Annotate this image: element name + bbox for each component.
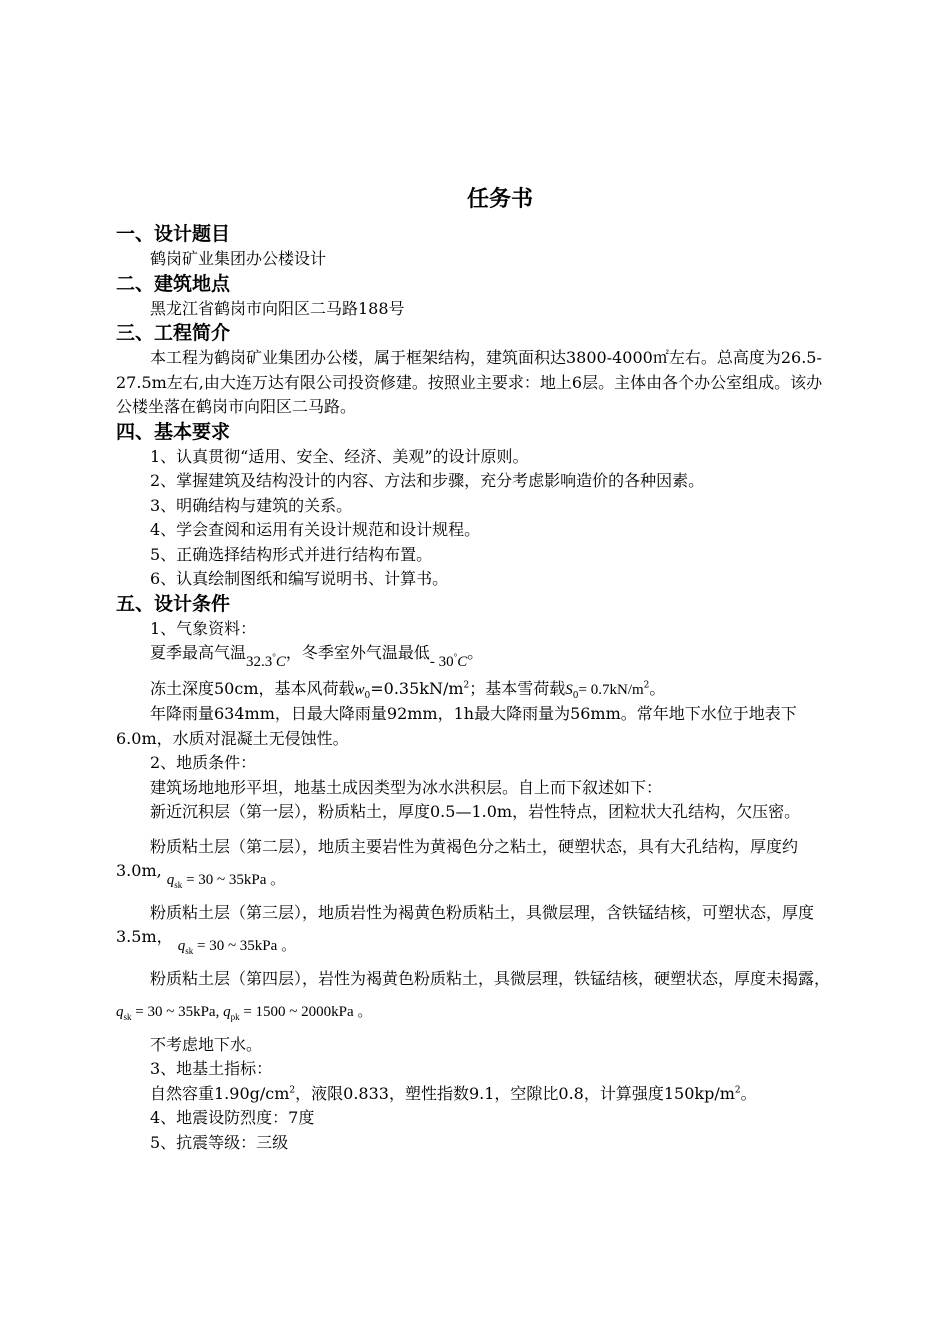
wind-snow-line (116, 677, 836, 703)
seismic-grade-text: 5、抗震等级：三级 (150, 1132, 289, 1152)
document-title: 任务书 (466, 187, 533, 212)
wind-end: 。 (649, 678, 666, 698)
temp-text-b: ，冬季室外气温最低 (285, 643, 430, 662)
section-heading-location: 二、建筑地点 (116, 272, 231, 295)
snow-symbol-sub: 0 (572, 690, 579, 701)
geology-intro: 建筑场地地形平坦，地基土成因类型为冰水洪积层。自上而下叙述如下： (150, 777, 663, 797)
soil-unit-exp: 2 (734, 1085, 741, 1096)
overview-text: 本工程为鹤岗矿业集团办公楼，属于框架结构，建筑面积达3800-4000㎡左右。总高度为26.5-27.5m左右,由大连万达有限公司投资修建。按照业主要求：地上6层。主体由各个办公室组成。该办公楼坐落在鹤岗市向阳区二马路。 (116, 348, 823, 416)
q-sub-pk: pk (230, 1012, 240, 1022)
layer-3-text (116, 901, 836, 956)
requirement-item: 3、明确结构与建筑的关系。 (150, 495, 353, 515)
requirement-item: 4、学会查阅和运用有关设计规范和设计规程。 (150, 520, 481, 539)
layer-3-formula (178, 938, 296, 954)
winter-temp-value: - 30 (429, 654, 454, 670)
weather-heading: 1、气象资料： (150, 618, 257, 638)
q-sub-sk: sk (123, 1012, 132, 1022)
q-pk-range: = 1500 ~ 2000kPa (239, 1004, 354, 1020)
rain-text: 年降雨量634mm，日最大降雨量92mm，1h最大降雨量为56mm。常年地下水位于地表下6.0m，水质对混凝土无侵蚀性。 (116, 704, 797, 748)
temp-end: 。 (467, 643, 484, 662)
wind-value: =0.35kN/m (370, 678, 464, 698)
layer-3-desc: 粉质粘土层（第三层），地质岩性为褐黄色粉质粘土，具微层理，含铁锰结核，可塑状态，厚度3.5m， (116, 902, 815, 946)
degree-mark: ° (272, 652, 276, 662)
layer-2-formula (167, 872, 285, 888)
formula-end: 。 (353, 1004, 373, 1020)
q-symbol: q (223, 1004, 231, 1020)
document-body (116, 222, 836, 1155)
q-sub-sk: sk (174, 880, 183, 890)
snow-symbol: S (565, 681, 573, 698)
summer-temp-formula (246, 654, 286, 670)
wind-text-a: 冻土深度50cm，基本风荷载 (150, 678, 355, 698)
soil-text-b: ，液限0.833，塑性指数9.1，空隙比0.8，计算强度150kp/m (295, 1083, 735, 1103)
snow-text: ；基本雪荷载 (469, 678, 566, 698)
layer-2-text (116, 835, 836, 890)
section-heading-overview: 三、工程简介 (116, 322, 231, 344)
soil-unit-exp: 2 (289, 1085, 296, 1096)
formula-end: 。 (266, 872, 286, 888)
formula-sep: , (215, 1004, 224, 1020)
layer-4-formula (116, 1004, 372, 1020)
requirement-item: 1、认真贯彻“适用、安全、经济、美观”的设计原则。 (150, 446, 529, 466)
q-symbol: q (177, 938, 186, 954)
wind-symbol-sub: 0 (364, 690, 371, 701)
summer-temp-value: 32.3 (246, 654, 273, 670)
q-symbol: q (116, 1004, 124, 1020)
winter-temp-formula (430, 654, 467, 670)
snow-unit-exp: 2 (643, 680, 650, 691)
degree-mark: ° (453, 652, 458, 662)
section-heading-topic: 一、设计题目 (116, 223, 231, 245)
requirement-item: 6、认真绘制图纸和编写说明书、计算书。 (150, 569, 449, 588)
geology-heading: 2、地质条件： (150, 753, 257, 772)
layer-4-text (116, 967, 836, 1022)
requirement-item: 2、掌握建筑及结构没计的内容、方法和步骤，充分考虑影响造价的各种因素。 (150, 471, 705, 490)
q-symbol: q (166, 872, 175, 888)
soil-heading: 3、地基土指标： (150, 1059, 273, 1078)
celsius-unit: C (275, 654, 286, 670)
temp-text-a: 夏季最高气温 (150, 643, 247, 662)
section-heading-conditions: 五、设计条件 (116, 592, 231, 615)
q-sk-range: = 30 ~ 35kPa (182, 872, 267, 888)
wind-unit-exp: 2 (463, 680, 470, 691)
q-sub-sk: sk (185, 946, 194, 956)
q-sk-range: = 30 ~ 35kPa (193, 938, 278, 954)
soil-index-line (116, 1082, 836, 1107)
topic-text: 鹤岗矿业集团办公楼设计 (150, 249, 327, 268)
soil-end: 。 (740, 1083, 757, 1103)
formula-end: 。 (277, 938, 297, 954)
location-text: 黑龙江省鹤岗市向阳区二马路188号 (150, 298, 405, 318)
wind-symbol: w (354, 681, 365, 698)
snow-value: = 0.7kN/m (578, 681, 644, 698)
celsius-unit: C (457, 654, 468, 670)
seismic-intensity-text: 4、地震设防烈度：7度 (150, 1108, 315, 1127)
layer-1-text: 新近沉积层（第一层），粉质粘土，厚度0.5—1.0m，岩性特点，团粒状大孔结构，欠压密。 (150, 802, 801, 821)
no-groundwater-text: 不考虑地下水。 (150, 1034, 263, 1054)
q-sk-range: = 30 ~ 35kPa (131, 1004, 216, 1020)
layer-2-desc: 粉质粘土层（第二层），地质主要岩性为黄褐色分之粘土，硬塑状态，具有大孔结构，厚度约3.0m, (116, 836, 799, 880)
temperature-line (116, 641, 836, 670)
section-heading-requirements: 四、基本要求 (116, 420, 231, 443)
requirement-item: 5、正确选择结构形式并进行结构布置。 (150, 544, 433, 564)
soil-text-a: 自然容重1.90g/cm (150, 1083, 290, 1103)
layer-4-desc: 粉质粘土层（第四层），岩性为褐黄色粉质粘土，具微层理，铁锰结核，硬塑状态，厚度未揭露， (150, 968, 831, 988)
